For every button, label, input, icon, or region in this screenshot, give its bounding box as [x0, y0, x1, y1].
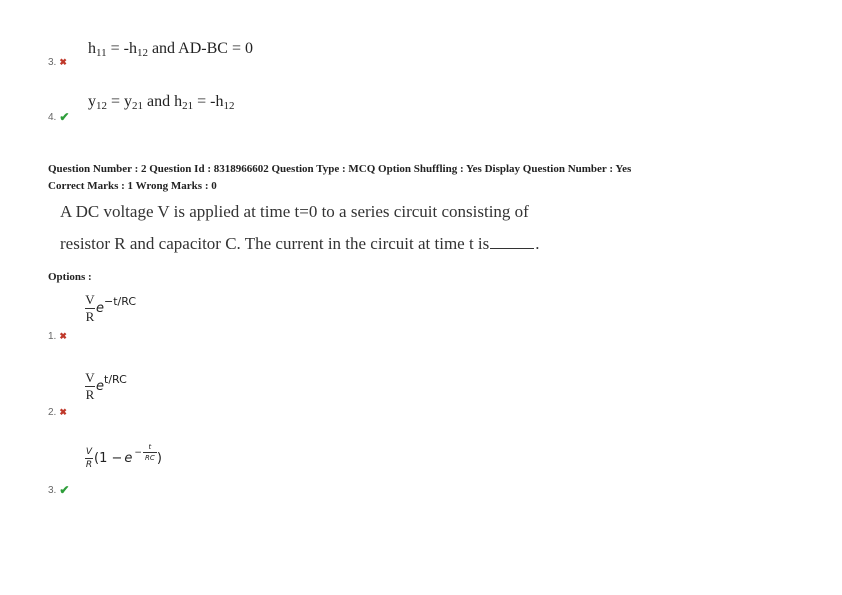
option-2-number: 2. ✖ — [48, 407, 67, 418]
prev-option-4-text: $y_{12} = y_{21}$ and $h_{21} = -h_{12}$ — [88, 93, 235, 112]
option-3-exponent: − $\frac{t}{RC}$ — [134, 443, 157, 462]
prev-option-3-number: 3. ✖ — [48, 57, 67, 68]
prev-option-3-text: $h_{11} = -h_{12}$ and AD-BC = 0 — [88, 40, 253, 59]
option-3-fraction: $\frac{V}{R}$ — [85, 447, 93, 470]
option-3-formula: $\frac{V}{R}$ (1 − e − $\frac{t}{RC}$ ) — [85, 443, 162, 470]
option-2-fraction: $\frac{V}{R}$ — [85, 370, 95, 402]
cross-icon: ✖ — [59, 331, 67, 341]
question-meta-line1: Question Number : 2 Question Id : 8318966602 Question Type : MCQ Option Shuffling : Yes Display Question Number : Yes — [48, 163, 632, 175]
cross-icon: ✖ — [59, 57, 67, 67]
check-icon: ✔ — [59, 483, 70, 497]
option-1-formula: $\frac{V}{R}$ e −t/RC — [85, 292, 137, 324]
option-2-formula: $\frac{V}{R}$ e t/RC — [85, 370, 127, 402]
cross-icon: ✖ — [59, 407, 67, 417]
question-text-line1: A DC voltage V is applied at time t=0 to a series circuit consisting of — [60, 202, 529, 221]
check-icon: ✔ — [59, 110, 70, 124]
option-3-number: 3. ✔ — [48, 483, 70, 497]
option-1-fraction: $\frac{V}{R}$ — [85, 292, 95, 324]
option-1-number: 1. ✖ — [48, 331, 67, 342]
prev-option-4-number: 4. ✔ — [48, 110, 70, 124]
answer-blank — [490, 248, 534, 249]
question-meta-line2: Correct Marks : 1 Wrong Marks : 0 — [48, 180, 217, 192]
question-text-line2: resistor R and capacitor C. The current in the circuit at time t is . — [60, 234, 540, 253]
options-label: Options : — [48, 271, 92, 283]
